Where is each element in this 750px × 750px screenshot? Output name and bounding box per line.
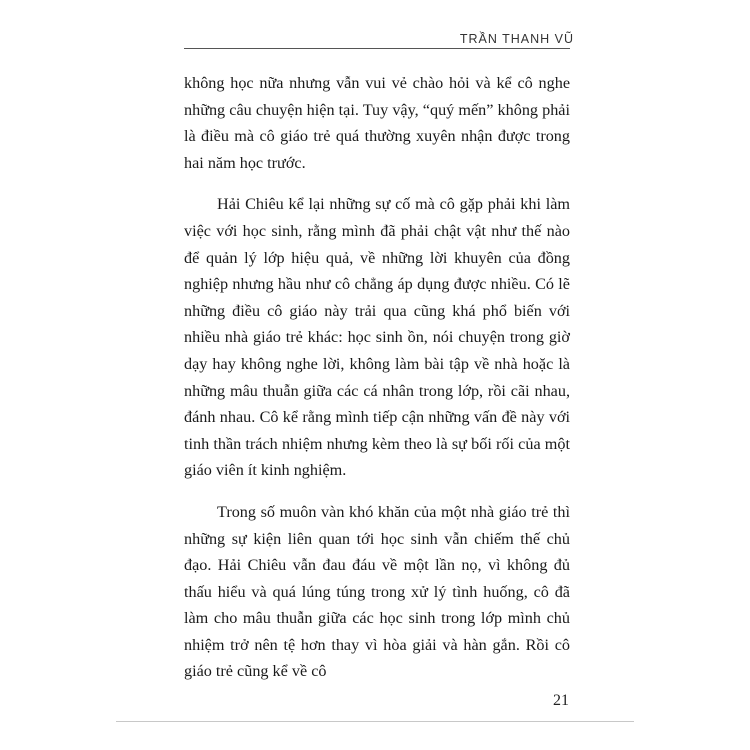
bottom-rule bbox=[116, 721, 634, 722]
running-head-author: TRẦN THANH VŨ bbox=[459, 32, 574, 46]
page-number: 21 bbox=[553, 692, 569, 709]
header-rule bbox=[184, 48, 570, 49]
body-text bbox=[184, 70, 570, 685]
paragraph: Hải Chiêu kể lại những sự cố mà cô gặp phải khi làm việc với học sinh, rằng mình đã phải chật vật như thế nào để quản lý lớp hiệu quả, về những lời khuyên của đồng nghiệp nhưng hầu như cô chẳng áp dụng được nhiều. Có lẽ những điều cô giáo này trải qua cũng khá phổ biến với nhiều nhà giáo trẻ khác: học sinh ồn, nói chuyện trong giờ dạy hay không nghe lời, không làm bài tập về nhà hoặc là những mâu thuẫn giữa các cá nhân trong lớp, rồi cãi nhau, đánh nhau. Cô kể rằng mình tiếp cận những vấn đề này với tinh thần trách nhiệm nhưng kèm theo là sự bối rối của một giáo viên ít kinh nghiệm. bbox=[184, 195, 570, 480]
paragraph-continuation: không học nữa nhưng vẫn vui vẻ chào hỏi và kể cô nghe những câu chuyện hiện tại. Tuy vậy, “quý mến” không phải là điều mà cô giáo trẻ quá thường xuyên nhận được trong hai năm học trước. bbox=[184, 74, 570, 172]
paragraph: Trong số muôn vàn khó khăn của một nhà giáo trẻ thì những sự kiện liên quan tới học sinh vẫn chiếm thế chủ đạo. Hải Chiêu vẫn đau đáu về một lần nọ, vì không đủ thấu hiểu và quá lúng túng trong xử lý tình huống, cô đã làm cho mâu thuẫn giữa các học sinh trong lớp mình chủ nhiệm trở nên tệ hơn thay vì hòa giải và hàn gắn. Rồi cô giáo trẻ cũng kể về cô bbox=[184, 502, 570, 681]
